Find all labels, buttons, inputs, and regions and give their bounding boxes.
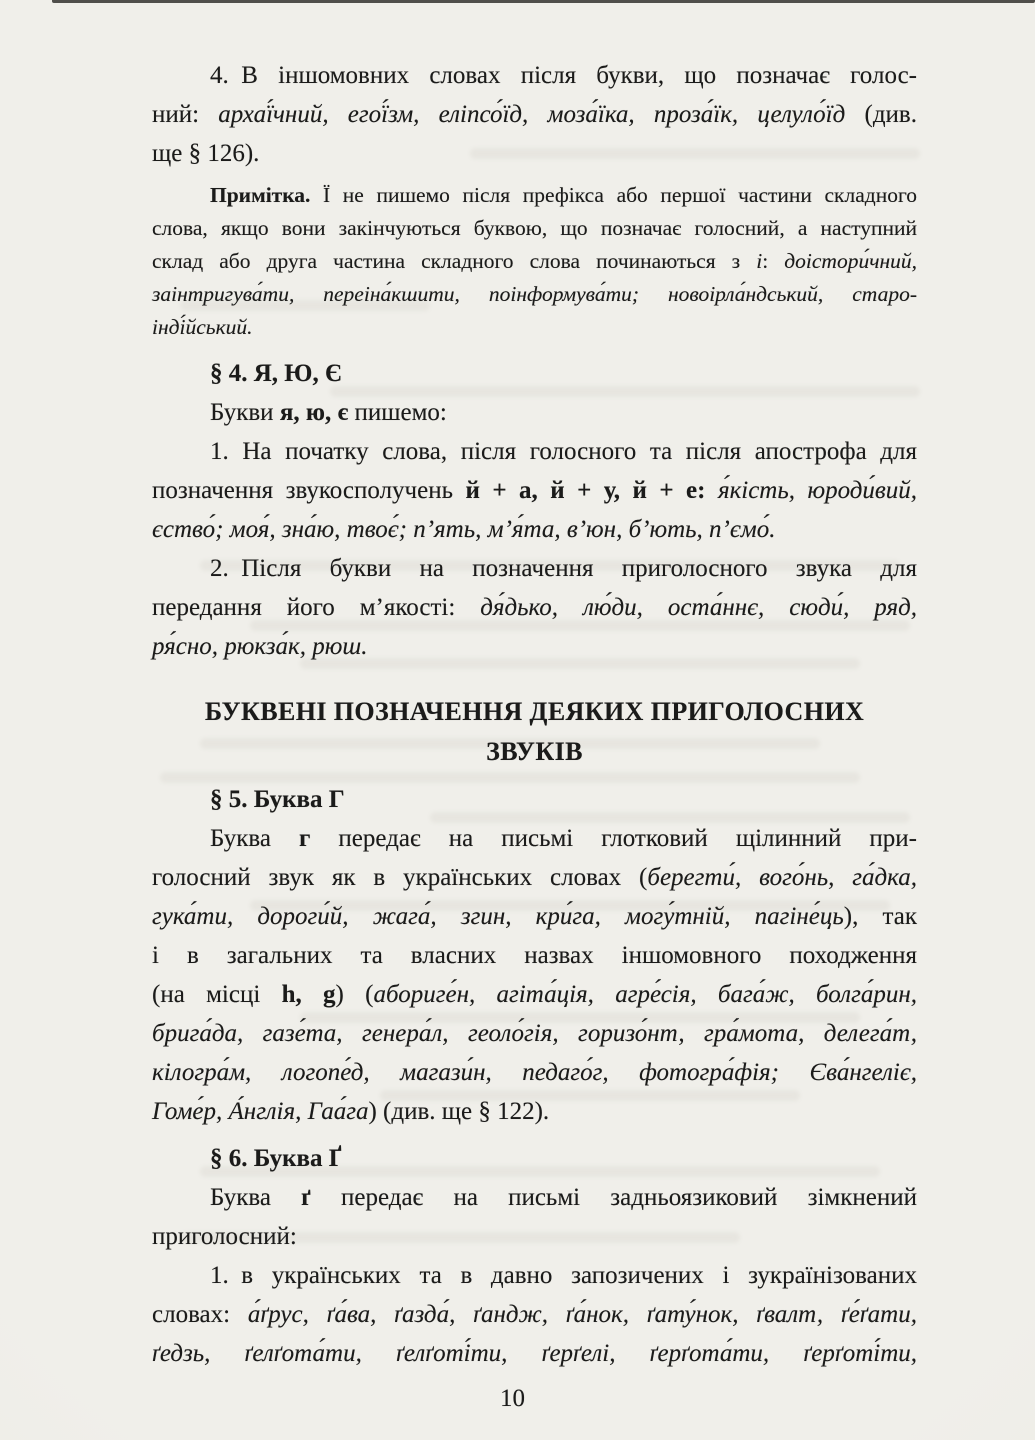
text-line: ще § 126). <box>152 140 260 167</box>
section-5-paragraph <box>152 819 917 1131</box>
paragraph-item-4 <box>152 56 917 173</box>
section-6-item-1 <box>152 1256 917 1373</box>
text-line: Примітка. Ї не пишемо після префікса або першої частини складного <box>210 183 917 207</box>
text-line: передання його м’якості: дя́дько, лю́ди, оста́ннє, сюди́, ряд, <box>152 594 917 621</box>
text-line: § 6. Буква Ґ <box>210 1145 342 1172</box>
section-4-heading <box>152 354 917 393</box>
note-paragraph <box>152 179 917 344</box>
text-line: 1. в українських та в давно запозичених і зукраїнізованих <box>210 1262 917 1289</box>
text-line: брига́да, газе́та, генера́л, геоло́гія, горизо́нт, гра́мота, делега́т, <box>152 1020 917 1047</box>
text-line: § 4. Я, Ю, Є <box>210 360 342 387</box>
text-line: § 5. Буква Г <box>210 786 345 813</box>
text-line: Буква г передає на письмі глотковий щілинний при- <box>210 825 918 852</box>
text-line: 1. На початку слова, після голосного та після апострофа для <box>210 438 917 465</box>
text-column <box>152 0 917 1373</box>
text-line: позначення звукосполучень й + а, й + у, й + е: я́кість, юроди́вий, <box>152 477 917 504</box>
text-line: 4. В іншомовних словах після букви, що позначає голос- <box>210 62 917 89</box>
consonants-heading <box>152 692 917 772</box>
text-line: гука́ти, дороги́й, жага́, згин, кри́га, могу́тній, пагіне́ць), так <box>152 903 917 930</box>
text-line: Букви я, ю, є пишемо: <box>210 399 447 426</box>
text-line: Буква ґ передає на письмі задньоязиковий зімкнений <box>210 1184 917 1211</box>
text-line: приголосний: <box>152 1223 297 1250</box>
section-5-heading <box>152 780 917 819</box>
text-line: інді́йський. <box>152 315 253 339</box>
text-line: Гоме́р, А́нглія, Гаа́га) (див. ще § 122). <box>152 1098 550 1125</box>
section-4-intro <box>152 393 917 432</box>
section-6-heading <box>152 1139 917 1178</box>
text-line: (на місці h, g) (абориге́н, агіта́ція, агре́сія, бага́ж, болга́рин, <box>152 981 917 1008</box>
text-line: ґедзь, ґелґота́ти, ґелґоті́ти, ґерґелі, ґерґота́ти, ґерґоті́ти, <box>152 1340 917 1367</box>
section-4-item-1 <box>152 432 917 549</box>
text-line: 2. Після букви на позначення приголосного звука для <box>210 555 917 582</box>
page-number: 10 <box>500 1385 525 1412</box>
text-line: слова, якщо вони закінчуються буквою, що позначає голосний, а наступний <box>152 216 917 240</box>
text-line: єство́; моя́, зна́ю, твоє́; п’ять, м’я́та, в’юн, б’ють, п’ємо́. <box>152 516 776 543</box>
text-line: ЗВУКІВ <box>486 737 583 766</box>
text-line: заінтригува́ти, переіна́кшити, поінформува́ти; новоірла́ндський, старо- <box>152 282 917 306</box>
text-line: ря́сно, рюкза́к, рюш. <box>152 633 368 660</box>
text-line: голосний звук як в українських словах (берегти́, вого́нь, га́дка, <box>152 864 917 891</box>
section-4-item-2 <box>152 549 917 666</box>
text-line: кілогра́м, логопе́д, магази́н, педаго́г, фотогра́фія; Єва́нгеліє, <box>152 1059 917 1086</box>
text-line: словах: а́ґрус, ґа́ва, ґазда́, ґандж, ґа́нок, ґату́нок, ґвалт, ґе́ґати, <box>152 1301 917 1328</box>
text-line: склад або друга частина складного слова починаються з і: доістори́чний, <box>152 249 917 273</box>
text-line: і в загальних та власних назвах іншомовного походження <box>152 942 917 969</box>
text-line: БУКВЕНІ ПОЗНАЧЕННЯ ДЕЯКИХ ПРИГОЛОСНИХ <box>204 697 865 726</box>
section-6-paragraph <box>152 1178 917 1256</box>
text-line: ний: архаї́чний, егої́зм, еліпсо́їд, моза́їка, проза́їк, целуло́їд (див. <box>152 101 917 128</box>
